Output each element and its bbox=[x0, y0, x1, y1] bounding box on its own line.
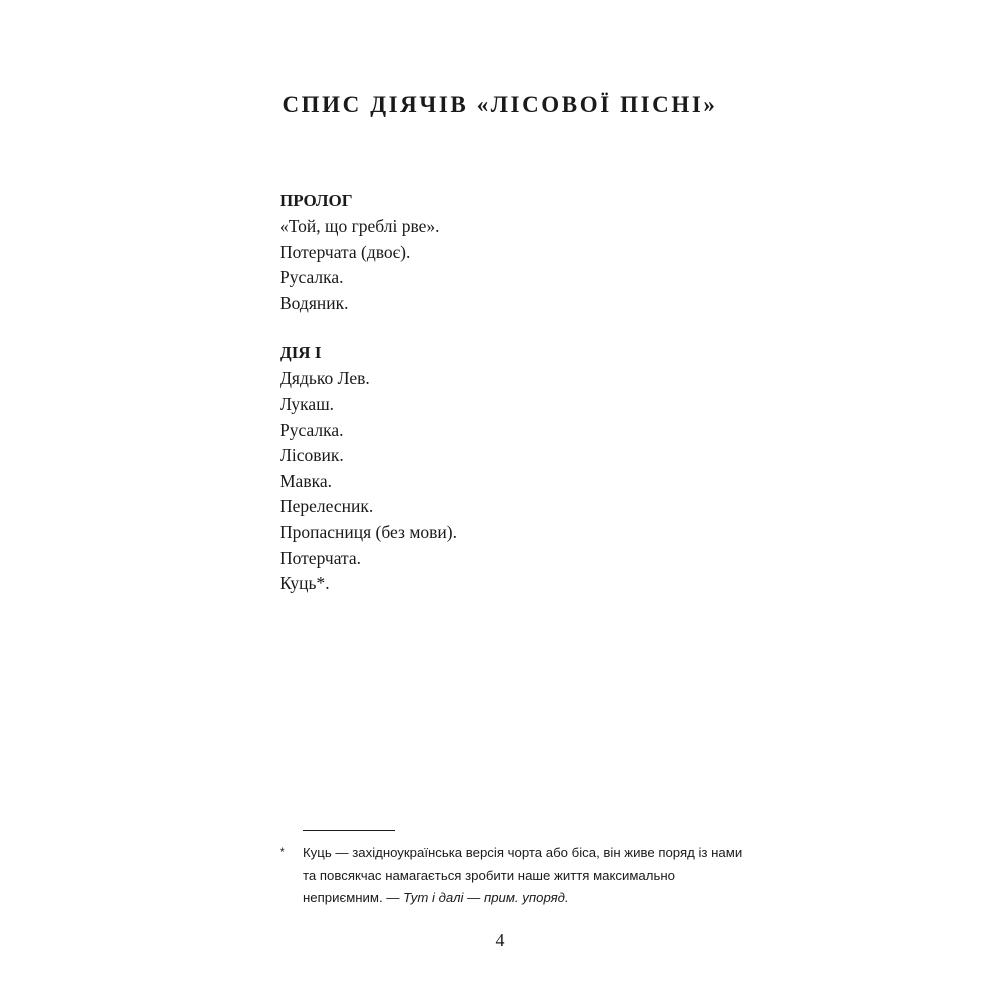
section-prologue bbox=[280, 188, 780, 316]
character-item: Дядько Лев. bbox=[280, 368, 370, 389]
character-item: Лісовик. bbox=[280, 445, 344, 466]
footnote-marker: * bbox=[280, 845, 285, 859]
character-item: Перелесник. bbox=[280, 496, 374, 517]
footnote-text: Куць — західноукраїнська версія чорта або біса, він живе поряд із нами та повсякчас намагається зробити наше життя максимально неприємним. — bbox=[303, 845, 743, 905]
section-spacer bbox=[280, 316, 780, 340]
character-item: «Той, що греблі рве». bbox=[280, 216, 440, 236]
cast-list bbox=[280, 188, 780, 597]
character-list-act-one bbox=[280, 366, 780, 596]
page-title: СПИС ДІЯЧІВ «ЛІСОВОЇ ПІСНІ» bbox=[282, 92, 718, 117]
character-item: Лукаш. bbox=[280, 393, 335, 414]
footnote bbox=[280, 842, 760, 910]
character-item: Водяник. bbox=[280, 292, 349, 313]
character-item: Куць*. bbox=[280, 573, 330, 594]
footnote-divider bbox=[303, 830, 395, 831]
section-heading-prologue: ПРОЛОГ bbox=[280, 191, 353, 210]
character-item: Русалка. bbox=[280, 419, 344, 440]
footnote-italic-note: Тут і далі — прим. упоряд. bbox=[403, 890, 569, 905]
page-number: 4 bbox=[495, 930, 505, 950]
character-item: Потерчата. bbox=[280, 547, 362, 568]
character-item: Мавка. bbox=[280, 470, 332, 491]
section-heading-act-one: ДІЯ І bbox=[280, 343, 322, 363]
footnote-body bbox=[303, 842, 743, 910]
character-list-prologue bbox=[280, 214, 780, 316]
character-item: Пропасниця (без мови). bbox=[280, 521, 457, 542]
character-item: Русалка. bbox=[280, 267, 344, 288]
section-act-one bbox=[280, 340, 780, 596]
character-item: Потерчата (двоє). bbox=[280, 241, 411, 262]
